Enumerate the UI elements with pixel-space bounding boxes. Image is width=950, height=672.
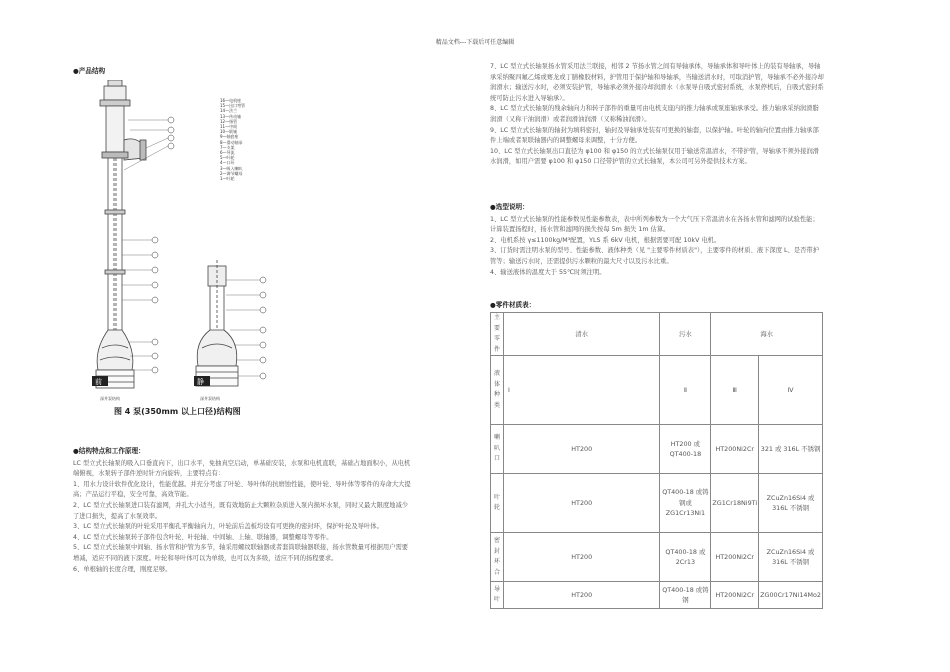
label-left: 深井泵结构 [100, 396, 120, 401]
group-header: 污水 [660, 313, 711, 356]
pump-structure-figure [70, 80, 310, 420]
material-table [490, 312, 823, 609]
table-corner: 主要零件 [491, 313, 504, 356]
liquid-label: 液体种类 [491, 356, 504, 425]
feature-paragraph: LC 型立式长轴泵的吸入口垂直向下，出口水平，免抽真空启动，单基础安装，水泵和电机直联，基础占地面积小，从电机端俯视，水泵转子部件逆时针方向旋转，主要特点有： [73, 459, 411, 478]
row-part-name: 导叶 [491, 582, 504, 609]
table-cell: HT200 或 QT400-18 [660, 425, 711, 474]
sub-header: Ⅰ [504, 356, 660, 425]
legend-item: 13—传动轴 [220, 113, 242, 119]
group-header: 海水 [711, 313, 823, 356]
page-header: 精品文档---下载后可任意编辑 [435, 39, 515, 46]
table-cell: QT400-18 或 2Cr13 [660, 533, 711, 582]
selection-list [490, 215, 825, 279]
legend-item: 11—中间 [220, 124, 238, 130]
row-part-name: 密封环合 [491, 533, 504, 582]
selection-section [490, 202, 825, 278]
figure-legend [220, 98, 300, 181]
structure-section [73, 66, 105, 79]
feature-paragraph: 5、LC 型立式长轴泵中间轴、扬水管和护管为多节，轴采用螺纹联轴器或者套筒联轴器联接，扬水管数量可根据用户需要增减，适应不同的液下深度。叶轮和导叶体可以为单级，也可以为多级，适应不同的扬程要求。 [73, 544, 409, 562]
right-paragraph: 7、LC 型立式长轴泵扬水管采用法兰联接，相邻 2 节扬水管之间有导轴承体，导轴承体和导叶体上的装有导轴承，导轴承采纳聚四氟乙烯或赛龙或丁腈橡胶材料，护管用于保护轴和导轴承，当输送清水时，可取消护管，导轴承不必外接冷却润滑水；输送污水时，必须安装护管，导轴承必须外接冷却润滑水（水泵导自吸式密封系统，水泵停机后，自吸式密封系统可防止污水进入导轴承）。 [490, 63, 824, 102]
figure-caption: 图 4 泵(350mm 以上口径)结构图 [114, 407, 241, 416]
legend-item: 7—支架 [220, 144, 235, 150]
feature-paragraph: 3、LC 型立式长轴泵的叶轮采用平衡孔平衡轴向力，叶轮前后盖板均设有可更换的密封环，保护叶轮及导叶体。 [73, 523, 383, 531]
table-cell: QT400-18 或铸钢或 ZG1Cr13Ni1 [660, 474, 711, 533]
right-paragraphs [490, 62, 825, 168]
legend-item: 16—电机座 [220, 98, 242, 103]
selection-paragraph: 2、电机系按 γ≤1100kg/M³配置，YLS 系 6kV 电机，根据需要可配 10kV 电机。 [490, 236, 721, 244]
legend-item: 1—叶轮 [220, 176, 235, 182]
legend-item: 14—法兰 [220, 108, 238, 114]
group-header: 清水 [504, 313, 660, 356]
legend-item: 6—导流 [220, 150, 235, 156]
selection-paragraph: 4、输送液体的温度大于 55℃时须注明。 [490, 268, 606, 276]
table-cell: HT200 [504, 425, 660, 474]
selection-paragraph: 1、LC 型立式长轴泵的性能参数见性能参数表，表中所列参数为一个大气压下常温清水在各扬水管和滤网的试验性能；计算装置扬程时，扬水管和滤网的损失按每 5m 损失 1m 估算。 [490, 215, 819, 234]
legend-item: 8—滑动轴承 [220, 139, 243, 145]
table-header-row [491, 313, 823, 356]
feature-paragraph: 6、单根轴的长度合理，刚度足够。 [73, 565, 172, 573]
right-paragraph: 9、LC 型立式长轴泵的轴封为填料密封，轴封及导轴承处装有可更换的轴套，以保护轴。叶轮的轴向位置由推力轴承部件上端或者泵联轴器内的调整螺母来调整，十分方便。 [490, 126, 819, 145]
legend-item: 9—轴套座 [220, 134, 239, 140]
feature-paragraph: 2、LC 型立式长轴泵进口装有滤网，并孔大小适当，既有效地防止大颗粒杂质进入泵内损坏水泵，同时又最大限度地减少了进口损失，提高了水泵效率。 [73, 501, 409, 520]
table-body [491, 425, 823, 609]
sub-header: Ⅳ [759, 356, 823, 425]
table-cell: ZCuZn16Si4 或 316L 不锈钢 [759, 474, 823, 533]
table-heading: ●零件材质表： [490, 301, 536, 309]
feature-paragraph: 1、用水力设计软件优化设计，性能优越。并充分考虑了叶轮、导叶体的抗磨蚀性能，使叶轮、导叶体等零件的寿命大大提高；产品运行平稳，安全可靠，高效节能。 [73, 480, 411, 499]
legend-item: 5—叶轮 [220, 155, 235, 161]
table-cell: ZG00Cr17Ni14Mo2 [759, 582, 823, 609]
table-title [490, 300, 535, 313]
legend-item: 2—调节螺母 [220, 170, 243, 176]
sub-header: Ⅱ [660, 356, 711, 425]
feature-paragraph: 4、LC 型立式长轴泵转子部件包含叶轮、叶轮轴、中间轴、上轴、联轴器，调整螺母等零件。 [73, 533, 333, 541]
legend-item: 15—出口弯管 [220, 103, 246, 109]
table-cell: HT200 [504, 582, 660, 609]
features-section [73, 446, 411, 575]
table-cell: HT200Ni2Cr [711, 425, 759, 474]
table-subheader-row [491, 356, 823, 425]
box-left-label: 前 [95, 378, 102, 386]
sub-header: Ⅲ [711, 356, 759, 425]
table-row [491, 533, 823, 582]
features-list [73, 459, 411, 576]
legend-item: 10—联轴 [220, 129, 238, 135]
table-cell: ZG1Cr18Ni9Ti [711, 474, 759, 533]
right-paragraph: 8、LC 型立式长轴泵的残余轴向力和转子部件的重量可由电机支座内的推力轴承或泵座轴承承受。推力轴承采纳润滑脂润滑（又称干油润滑）或者润滑油润滑（又称稀油润滑）。 [490, 105, 819, 123]
table-cell: HT200 [504, 533, 660, 582]
table-cell: HT200Ni2Cr [711, 582, 759, 609]
selection-heading: ●选型说明： [490, 203, 529, 211]
table-cell: HT200 [504, 474, 660, 533]
right-paragraph: 10、LC 型立式长轴泵出口直径为 φ100 和 φ150 的立式长轴泵仅用于输送常温清水，不带护管，导轴承不须外接润滑水润滑，如用户需要 φ100 和 φ150 口径带护管的立式长轴泵，本公司可另外提供技术方案。 [490, 147, 820, 166]
selection-paragraph: 3、订货时需注明水泵的型号、性能参数、液体种类（见 "主要零件材质表"），主要零件的材质、液下深度 L、是否带护管等；输送污水时，还需提供污水颗粒的最大尺寸以及污水比重。 [490, 247, 820, 265]
row-part-name: 叶轮 [491, 474, 504, 533]
table-cell: ZCuZn16Si4 或 316L 不锈钢 [759, 533, 823, 582]
table-row [491, 582, 823, 609]
label-right: 深井泵结构 [200, 396, 220, 401]
pump-drawing [70, 80, 310, 420]
legend-item: 3—吸入喇叭 [220, 165, 243, 171]
table-row [491, 474, 823, 533]
table-cell: QT400-18 或铸钢 [660, 582, 711, 609]
structure-heading: ●产品结构 [73, 67, 106, 75]
box-right-label: 静 [197, 378, 204, 386]
row-part-name: 喇叭口 [491, 425, 504, 474]
table-row [491, 425, 823, 474]
table-cell: 321 或 316L 不锈钢 [759, 425, 823, 474]
legend-item: 12—扬管 [220, 118, 238, 124]
table-cell: HT200Ni2Cr [711, 533, 759, 582]
legend-item: 4—口环 [220, 160, 235, 166]
features-heading: ●结构特点和工作原理： [73, 447, 145, 455]
